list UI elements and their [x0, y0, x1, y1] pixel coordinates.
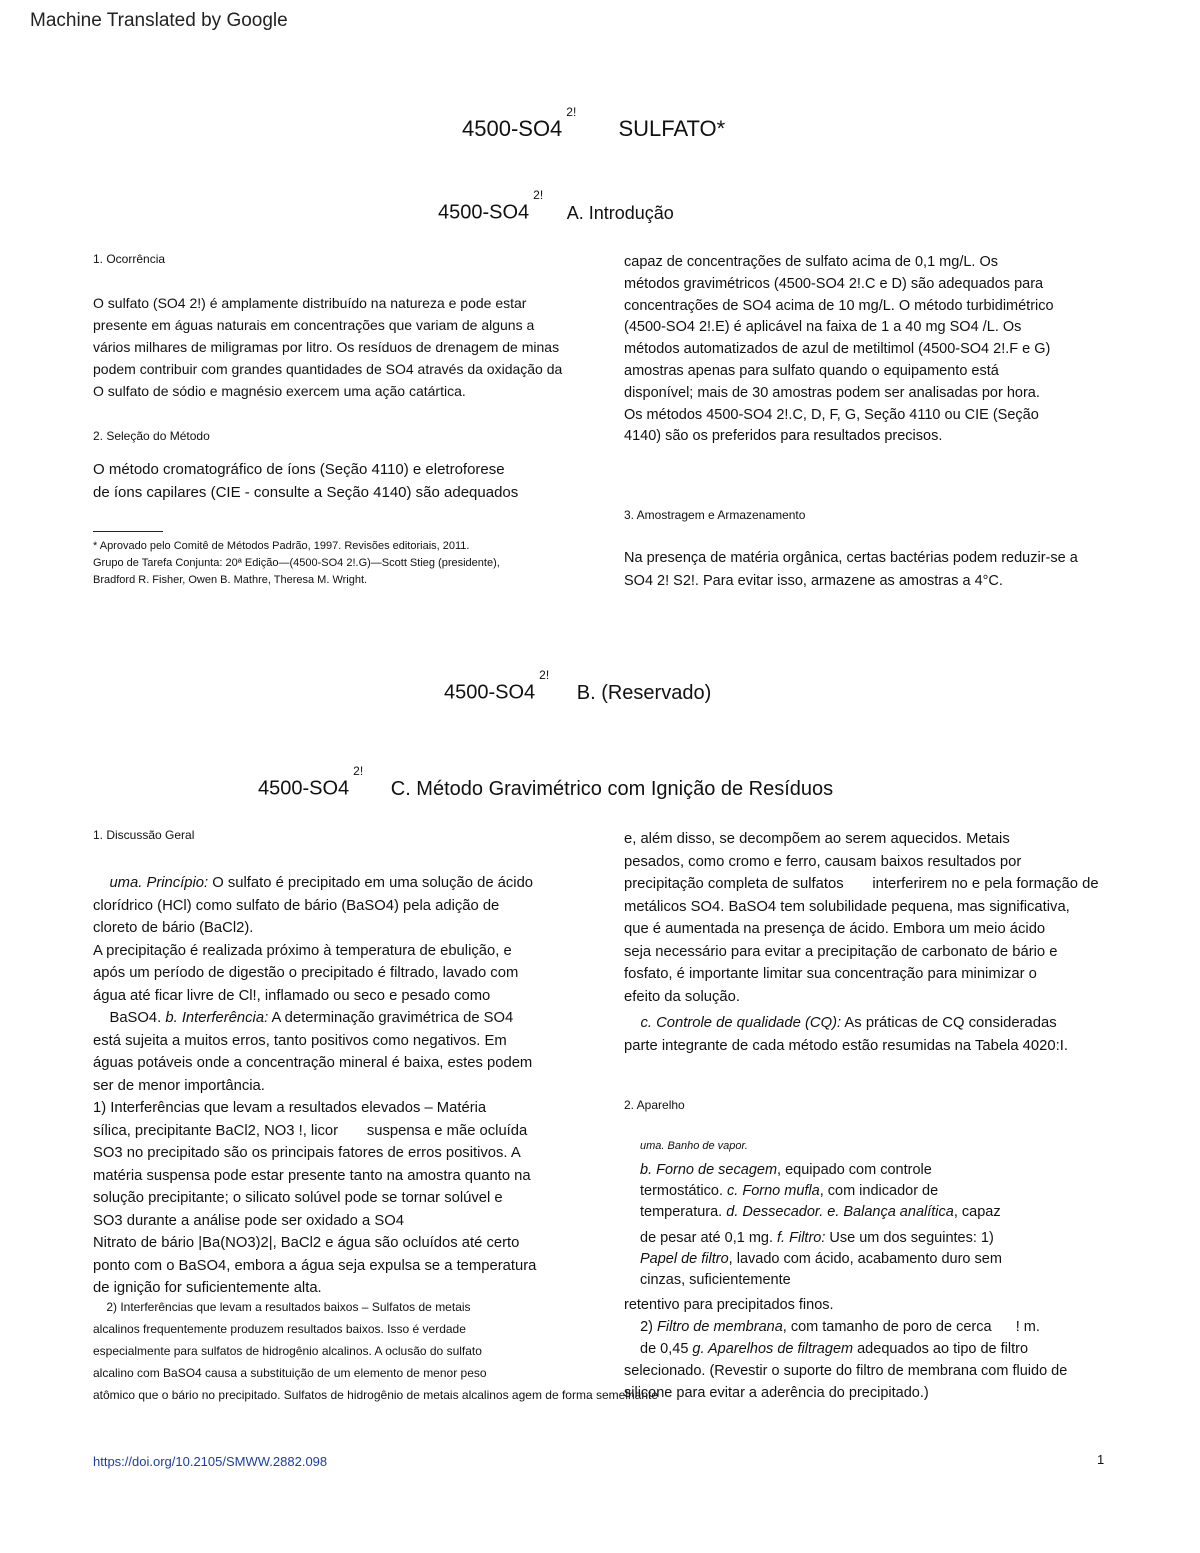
steam-bath-label: uma. Banho de vapor.	[640, 1140, 748, 1152]
text-line: métodos gravimétricos (4500-SO4 2!.C e D) são adequados para	[624, 275, 1044, 292]
interference-text: A determinação gravimétrica de SO4	[268, 1010, 514, 1026]
text-fragment: de 0,45	[640, 1341, 693, 1357]
text-fragment: , com indicador de	[819, 1183, 939, 1199]
qc-line	[624, 1012, 1099, 1035]
text-line: amostras apenas para sulfato quando o equipamento está	[624, 362, 999, 379]
desiccator-line	[640, 1202, 1002, 1223]
text-line: métodos automatizados de azul de metiltimol (4500-SO4 2!.F e G)	[624, 341, 1051, 358]
drying-oven-label: b. Forno de secagem	[640, 1162, 778, 1178]
text-fragment: , capaz	[953, 1204, 1001, 1220]
text-line: SO4 2! S2!. Para evitar isso, armazene as amostras a 4°C.	[624, 572, 1003, 589]
text-fragment: temperatura.	[640, 1204, 727, 1220]
method-selection-continued	[624, 252, 1054, 448]
text-line: de íons capilares (CIE - consulte a Seção 4140) são adequados	[93, 483, 519, 501]
text-line: silicone para evitar a aderência do precipitado.)	[624, 1385, 929, 1401]
general-discussion-body	[93, 872, 536, 1300]
method-selection-paragraph	[93, 459, 518, 504]
text-line: que é aumentada na presença de ácido. Embora um meio ácido	[624, 921, 1046, 937]
occurrence-paragraph	[93, 292, 562, 402]
filter-label: f. Filtro:	[777, 1230, 826, 1246]
text-line: de ignição for suficientemente alta.	[93, 1280, 322, 1296]
text-line: seja necessário para evitar a precipitação de carbonato de bário e	[624, 943, 1058, 960]
text-line: especialmente para sulfatos de hidrogênio alcalinos. A oclusão do sulfato	[93, 1344, 482, 1358]
membrane-line	[624, 1316, 1067, 1338]
text-line: e, além disso, se decompõem ao serem aquecidos. Metais	[624, 831, 1010, 847]
text-line: A precipitação é realizada próximo à temperatura de ebulição, e	[93, 942, 512, 959]
text-line: capaz de concentrações de sulfato acima de 0,1 mg/L. Os	[624, 254, 998, 270]
page-number: 1	[1097, 1452, 1105, 1467]
section-b-sup: 2!	[539, 668, 550, 682]
text-fragment: , com tamanho de poro de cerca ! m.	[782, 1319, 1040, 1335]
muffle-furnace-label: c. Forno mufla	[727, 1183, 820, 1199]
text-line: cloreto de bário (BaCl2).	[93, 920, 254, 936]
text-line: Na presença de matéria orgânica, certas bactérias podem reduzir-se a	[624, 550, 1078, 566]
section-c-name: C. Método Gravimétrico com Ignição de Resíduos	[390, 777, 834, 800]
text-line: O sulfato (SO4 2!) é amplamente distribuído na natureza e pode estar	[93, 295, 527, 311]
text-fragment: BaSO4.	[93, 1010, 166, 1026]
page-title	[462, 104, 726, 142]
apparatus-heading: 2. Aparelho	[624, 1098, 685, 1112]
apparatus-list	[640, 1160, 1002, 1291]
text-line: ponto com o BaSO4, embora a água seja expulsa se a temperatura	[93, 1257, 537, 1274]
section-c-code: 4500-SO4	[258, 777, 350, 800]
text-line: 2) Interferências que levam a resultados baixos – Sulfatos de metais	[93, 1300, 471, 1314]
section-a-name: A. Introdução	[566, 202, 674, 223]
principle-line	[93, 872, 536, 895]
text-line: vários milhares de miligramas por litro. Os resíduos de drenagem de minas	[93, 339, 560, 355]
text-line: efeito da solução.	[624, 988, 740, 1005]
text-line: fosfato, é importante limitar sua concentração para minimizar o	[624, 966, 1037, 982]
drying-oven-line	[640, 1160, 1002, 1181]
text-line: concentrações de SO4 acima de 10 mg/L. O método turbidimétrico	[624, 297, 1054, 314]
text-fragment: adequados ao tipo de filtro	[853, 1341, 1029, 1357]
text-line: ser de menor importância.	[93, 1077, 265, 1094]
muffle-line	[640, 1181, 1002, 1202]
section-a-code: 4500-SO4	[438, 201, 530, 224]
text-line: presente em águas naturais em concentrações que variam de alguns a	[93, 317, 535, 333]
text-line: O sulfato de sódio e magnésio exercem uma ação catártica.	[93, 383, 466, 399]
title-name: SULFATO*	[618, 116, 726, 141]
text-line: matéria suspensa pode estar presente tanto na amostra quanto na	[93, 1167, 531, 1184]
text-fragment: , equipado com controle	[777, 1162, 932, 1178]
doi-link[interactable]: https://doi.org/10.2105/SMWW.2882.098	[93, 1454, 328, 1469]
principle-text: O sulfato é precipitado em uma solução de ácido	[208, 875, 534, 891]
section-b-heading	[444, 668, 712, 705]
text-line: 4140) são os preferidos para resultados precisos.	[624, 428, 943, 445]
text-line: clorídrico (HCl) como sulfato de bário (BaSO4) pela adição de	[93, 897, 500, 914]
filter-paper-label: Papel de filtro	[640, 1251, 729, 1267]
low-results-paragraph	[93, 1296, 658, 1406]
text-line: (4500-SO4 2!.E) é aplicável na faixa de 1 a 40 mg SO4 /L. Os	[624, 319, 1022, 336]
footnote	[93, 538, 500, 589]
apparatus-list-cont	[624, 1294, 1067, 1404]
sampling-heading: 3. Amostragem e Armazenamento	[624, 508, 806, 522]
sampling-paragraph	[624, 547, 1078, 592]
text-line: Nitrato de bário |Ba(NO3)2|, BaCl2 e água são ocluídos até certo	[93, 1235, 520, 1251]
text-fragment: Use um dos seguintes: 1)	[825, 1230, 994, 1246]
footnote-line: * Aprovado pelo Comitê de Métodos Padrão, 1997. Revisões editoriais, 2011.	[93, 540, 470, 552]
text-line: alcalinos frequentemente produzem resultados baixos. Isso é verdade	[93, 1322, 466, 1336]
principle-label: uma. Princípio:	[109, 875, 209, 891]
footnote-line: Grupo de Tarefa Conjunta: 20ª Edição—(4500-SO4 2!.G)—Scott Stieg (presidente),	[93, 557, 500, 569]
text-line: pesados, como cromo e ferro, causam baixos resultados por	[624, 853, 1022, 870]
text-line: selecionado. (Revestir o suporte do filtro de membrana com fluido de	[624, 1363, 1068, 1379]
footnote-line: Bradford R. Fisher, Owen B. Mathre, Theresa M. Wright.	[93, 574, 368, 586]
interference-label: b. Interferência:	[165, 1010, 269, 1026]
text-fragment: , lavado com ácido, acabamento duro sem	[728, 1251, 1002, 1267]
membrane-filter-label: Filtro de membrana	[657, 1319, 783, 1335]
text-line: após um período de digestão o precipitado é filtrado, lavado com	[93, 965, 519, 981]
text-line: 1) Interferências que levam a resultados elevados – Matéria	[93, 1100, 487, 1116]
text-line: SO3 no precipitado são os principais fatores de erros positivos. A	[93, 1145, 521, 1161]
text-line: está sujeita a muitos erros, tanto positivos como negativos. Em	[93, 1032, 507, 1049]
section-b-code: 4500-SO4	[444, 681, 536, 704]
text-line: SO3 durante a análise pode ser oxidado a SO4	[93, 1212, 404, 1229]
text-line: parte integrante de cada método estão resumidas na Tabela 4020:I.	[624, 1037, 1068, 1054]
qc-label: c. Controle de qualidade (CQ):	[640, 1015, 842, 1031]
apparatus-item-a	[640, 1140, 748, 1152]
section-b-name: B. (Reservado)	[576, 681, 712, 704]
section-a-sup: 2!	[533, 188, 544, 202]
text-fragment: termostático.	[640, 1183, 728, 1199]
text-fragment: de pesar até 0,1 mg.	[640, 1230, 778, 1246]
footnote-rule	[93, 531, 163, 532]
text-line: metálicos SO4. BaSO4 tem solubilidade pequena, mas significativa,	[624, 898, 1070, 915]
interference-continued	[624, 828, 1099, 1057]
occurrence-heading: 1. Ocorrência	[93, 252, 166, 266]
text-line: disponível; mais de 30 amostras podem ser analisadas por hora.	[624, 384, 1040, 401]
text-line: cinzas, suficientemente	[640, 1272, 791, 1288]
filter-paper-line	[640, 1249, 1002, 1270]
title-sup: 2!	[566, 104, 577, 119]
text-line: O método cromatográfico de íons (Seção 4110) e eletroforese	[93, 461, 505, 478]
interference-line	[93, 1007, 536, 1030]
text-line: água até ficar livre de Cl!, inflamado ou seco e pesado como	[93, 987, 491, 1004]
section-c-heading	[258, 764, 834, 801]
general-discussion-heading: 1. Discussão Geral	[93, 828, 195, 842]
text-line: atômico que o bário no precipitado. Sulfatos de hidrogênio de metais alcalinos agem de forma semelhante	[93, 1388, 659, 1402]
section-c-sup: 2!	[353, 764, 364, 778]
text-line: sílica, precipitante BaCl2, NO3 !, licor suspensa e mãe ocluída	[93, 1122, 528, 1139]
filtration-apparatus-label: g. Aparelhos de filtragem	[692, 1341, 854, 1357]
text-line: águas potáveis onde a concentração mineral é baixa, estes podem	[93, 1055, 533, 1071]
text-line: alcalino com BaSO4 causa a substituição de um elemento de menor peso	[93, 1366, 487, 1380]
desiccator-balance-label: d. Dessecador. e. Balança analítica	[726, 1204, 954, 1220]
text-line: podem contribuir com grandes quantidades de SO4 através da oxidação da	[93, 361, 563, 377]
text-line: precipitação completa de sulfatos interferirem no e pela formação de	[624, 876, 1099, 892]
section-a-heading	[438, 188, 674, 225]
filter-line	[640, 1228, 1002, 1249]
text-line: solução precipitante; o silicato solúvel pode se tornar solúvel e	[93, 1190, 503, 1206]
method-selection-heading: 2. Seleção do Método	[93, 429, 210, 443]
text-line: Os métodos 4500-SO4 2!.C, D, F, G, Seção 4110 ou CIE (Seção	[624, 406, 1039, 423]
text-line: retentivo para precipitados finos.	[624, 1297, 834, 1313]
qc-text: As práticas de CQ consideradas	[841, 1015, 1057, 1031]
text-fragment: 2)	[624, 1319, 658, 1335]
machine-translated-banner: Machine Translated by Google	[30, 10, 288, 31]
title-code: 4500-SO4	[462, 116, 563, 141]
filtration-line	[624, 1338, 1067, 1360]
